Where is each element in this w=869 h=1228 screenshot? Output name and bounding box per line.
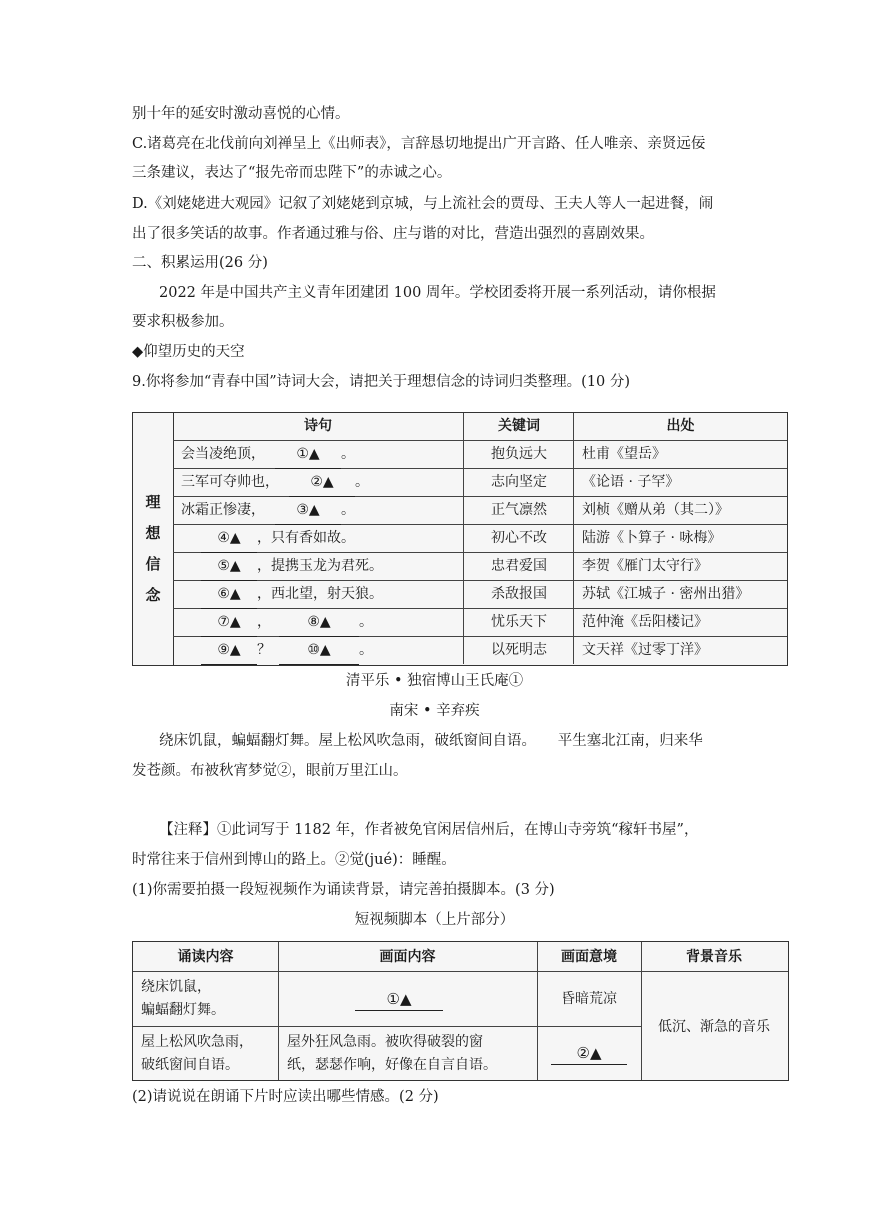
category-char: 理: [145, 493, 161, 511]
poem-text: 会当凌绝顶，: [181, 445, 265, 462]
answer-blank[interactable]: ⑥▲: [201, 580, 257, 609]
table-row: [173, 580, 787, 609]
header-poem: 诗句: [304, 418, 332, 434]
scene-content-2a: 屋外狂风急雨。被吹得破裂的窗: [287, 1034, 483, 1050]
answer-blank[interactable]: ⑨▲: [201, 636, 257, 665]
answer-blank-2[interactable]: ②▲: [551, 1042, 627, 1065]
option-c-line2: 三条建议，表达了“报先帝而忠陛下”的赤诚之心。: [132, 165, 452, 181]
poem-text: 冰霜正惨凄，: [181, 501, 265, 518]
poem-text: ，: [257, 613, 271, 630]
table-row: [173, 440, 787, 469]
answer-blank[interactable]: ③▲: [275, 496, 341, 525]
table-row: [173, 636, 787, 664]
poem-text: 三军可夺帅也，: [181, 473, 279, 490]
source-cell: 刘桢《赠从弟（其二）》: [573, 496, 787, 524]
table-header-row: [173, 413, 787, 441]
source-cell: 苏轼《江城子 · 密州出猎》: [573, 580, 787, 608]
answer-blank[interactable]: ⑩▲: [279, 636, 359, 665]
table-row: [173, 552, 787, 581]
keyword-cell: 以死明志: [463, 636, 574, 664]
scene-mood-1: 昏暗荒凉: [561, 991, 617, 1007]
source-cell: 李贺《雁门太守行》: [573, 552, 787, 580]
source-cell: 陆游《卜算子 · 咏梅》: [573, 524, 787, 552]
bullet-heading: ◆仰望历史的天空: [132, 344, 245, 360]
poem-text: 。: [359, 613, 373, 630]
header-source: 出处: [573, 413, 787, 440]
poem-line-cell: [181, 524, 463, 552]
poem-text: ，只有香如故。: [257, 529, 355, 546]
answer-blank[interactable]: ④▲: [201, 524, 257, 553]
option-c-line1: C.诸葛亮在北伐前向刘禅呈上《出师表》，言辞恳切地提出广开言路、任人唯亲、亲贤远佞: [132, 136, 706, 152]
paragraph-line: 别十年的延安时激动喜悦的心情。: [132, 106, 350, 122]
reading-content-1a: 绕床饥鼠，: [141, 979, 211, 995]
poem-line-cell: [181, 636, 463, 664]
poem-text: 。: [359, 641, 373, 658]
poem-line-cell: [181, 608, 463, 636]
sub-question-2: (2)请说说在朗诵下片时应读出哪些情感。(2 分): [132, 1089, 439, 1105]
source-cell: 杜甫《望岳》: [573, 440, 787, 468]
background-music: 低沉、渐急的音乐: [658, 1019, 770, 1035]
section-heading: 二、积累运用(26 分): [132, 255, 268, 271]
poem-line-cell: [181, 440, 463, 468]
poem-line-cell: [181, 552, 463, 580]
keyword-cell: 忠君爱国: [463, 552, 574, 580]
poem-text: ？: [257, 641, 271, 658]
poem-text: 。: [341, 501, 355, 518]
reading-content-1b: 蝙蝠翻灯舞。: [141, 1002, 225, 1018]
keyword-cell: 志向坚定: [463, 468, 574, 496]
script-title: 短视频脚本（上片部分）: [354, 912, 515, 928]
question-9: 9.你将参加“青春中国”诗词大会，请把关于理想信念的诗词归类整理。(10 分): [132, 374, 631, 390]
answer-blank-1[interactable]: ①▲: [355, 988, 443, 1011]
intro-line1: 2022 年是中国共产主义青年团建团 100 周年。学校团委将开展一系列活动，请你根据: [159, 285, 716, 301]
keyword-cell: 忧乐天下: [463, 608, 574, 636]
option-d-line2: 出了很多笑话的故事。作者通过雅与俗、庄与谐的对比，营造出强烈的喜剧效果。: [132, 226, 654, 242]
poem-line-cell: [181, 496, 463, 524]
poem-title: 清平乐 • 独宿博山王氏庵①: [345, 673, 524, 689]
table-row: [173, 496, 787, 525]
table-row: [173, 608, 787, 637]
poetry-table: [132, 412, 788, 666]
header-reading-content: 诵读内容: [177, 949, 234, 965]
table-row: [173, 468, 787, 497]
category-char: 想: [145, 524, 161, 542]
source-cell: 《论语 · 子罕》: [573, 468, 787, 496]
note-line1: 【注释】①此词写于 1182 年，作者被免官闲居信州后，在博山寺旁筑“稼轩书屋”，: [159, 822, 699, 838]
intro-line2: 要求积极参加。: [132, 314, 234, 330]
header-background-music: 背景音乐: [686, 949, 742, 965]
answer-blank[interactable]: ⑦▲: [201, 608, 257, 637]
answer-blank[interactable]: ①▲: [275, 440, 341, 469]
poem-text: ，提携玉龙为君死。: [257, 557, 383, 574]
answer-blank[interactable]: ⑤▲: [201, 552, 257, 581]
keyword-cell: 正气凛然: [463, 496, 574, 524]
sub-question-1: (1)你需要拍摄一段短视频作为诵读背景，请完善拍摄脚本。(3 分): [132, 882, 555, 898]
poem-author: 南宋 • 辛弃疾: [389, 703, 480, 719]
scene-content-2b: 纸，瑟瑟作响，好像在自言自语。: [287, 1057, 497, 1073]
reading-content-2a: 屋上松风吹急雨，: [141, 1034, 253, 1050]
poem-line2: 发苍颜。布被秋宵梦觉②，眼前万里江山。: [132, 763, 408, 779]
poem-text: 。: [341, 445, 355, 462]
category-char: 念: [145, 586, 161, 604]
header-scene-mood: 画面意境: [561, 949, 617, 965]
header-scene-content: 画面内容: [379, 949, 436, 965]
source-cell: 文天祥《过零丁洋》: [573, 636, 787, 664]
note-line2: 时常往来于信州到博山的路上。②觉(jué)：睡醒。: [132, 852, 456, 868]
header-keyword: 关键词: [463, 413, 574, 440]
poem-line-cell: [181, 468, 463, 496]
option-d-line1: D.《刘姥姥进大观园》记叙了刘姥姥到京城，与上流社会的贾母、王夫人等人一起进餐，闹: [132, 196, 714, 212]
video-script-table: [132, 941, 789, 1081]
poem-line1: 绕床饥鼠，蝙蝠翻灯舞。屋上松风吹急雨，破纸窗间自语。 平生塞北江南，归来华: [159, 733, 703, 749]
category-char: 信: [145, 555, 161, 573]
poem-line-cell: [181, 580, 463, 608]
answer-blank[interactable]: ②▲: [289, 468, 355, 497]
keyword-cell: 初心不改: [463, 524, 574, 552]
keyword-cell: 杀敌报国: [463, 580, 574, 608]
poem-text: ，西北望，射天狼。: [257, 585, 383, 602]
reading-content-2b: 破纸窗间自语。: [141, 1057, 239, 1073]
poem-text: 。: [355, 473, 369, 490]
category-column: [133, 413, 174, 665]
keyword-cell: 抱负远大: [463, 440, 574, 468]
answer-blank[interactable]: ⑧▲: [279, 608, 359, 637]
source-cell: 范仲淹《岳阳楼记》: [573, 608, 787, 636]
table-row: [173, 524, 787, 553]
